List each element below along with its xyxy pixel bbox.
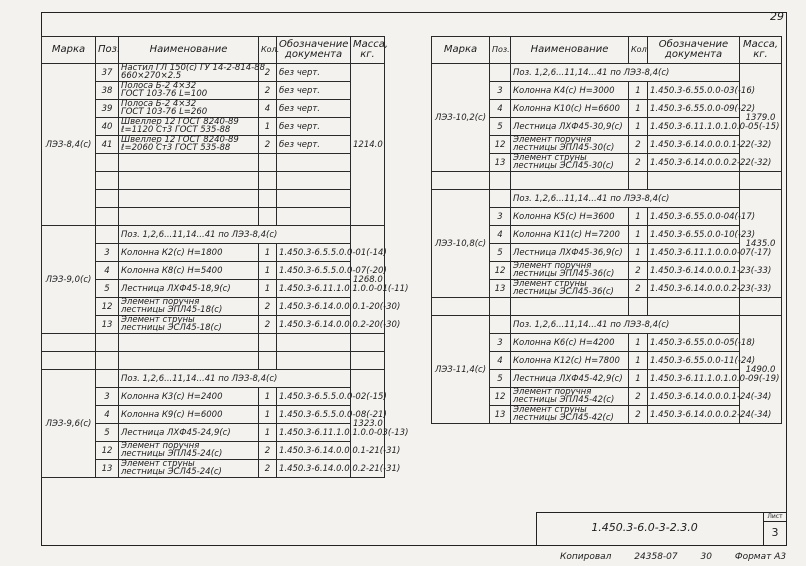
table-row: 3 Колонна К5(с) Н=3600 1 1.450.3-6.55.0.0-04(-17) xyxy=(432,208,782,226)
empty-row xyxy=(42,352,385,370)
table-row: 12 Элемент поручня лестницы ЭПЛ45-18(с) 2 1.450.3-6.14.0.0.0.1-20(-30) xyxy=(42,298,385,316)
table-row: 13 Элемент струны лестницы ЭСЛ45-30(с) 2 1.450.3-6.14.0.0.0.2-22(-32) xyxy=(432,154,782,172)
header-doc: Обозначение документа xyxy=(648,37,740,64)
table-row: 5 Лестница ЛХФ45-18,9(с) 1 1.450.3-6.11.1.0.1.0.0-01(-11) xyxy=(42,280,385,298)
table-row: 12 Элемент поручня лестницы ЭПЛ45-36(с) 2 1.450.3-6.14.0.0.0.1-23(-33) xyxy=(432,262,782,280)
mark-cell: ЛЭЗ-9,6(с) xyxy=(42,370,96,478)
header-pos: Поз. xyxy=(490,37,511,64)
table-row: 38 Полоса Б-2 4×32 ГОСТ 103-76 L=100 2 без черт. xyxy=(42,82,385,100)
table-row: 4 Колонна К8(с) Н=5400 1 1.450.3-6.5.5.0.0-07(-20) xyxy=(42,262,385,280)
mark-cell: ЛЭЗ-11,4(с) xyxy=(432,316,490,424)
footer-stamp xyxy=(560,552,806,562)
group-note: Поз. 1,2,6...11,14...41 по ЛЭЗ-8,4(с) xyxy=(119,370,351,388)
footer-order: 24358-07 xyxy=(634,552,678,562)
mark-cell: ЛЭЗ-9,0(с) xyxy=(42,226,96,334)
table-row: ЛЭЗ-8,4(с) 37 Настил ГЛ 150(с) ГУ 14-2-814-88 660×270×2.5 2 без черт. 1214.0 xyxy=(42,64,385,82)
mass-cell: 1379.0 xyxy=(740,64,782,172)
footer-num: 30 xyxy=(700,552,712,562)
header-mark: Марка xyxy=(432,37,490,64)
table-row: 12 Элемент поручня лестницы ЭПЛ45-24(с) 2 1.450.3-6.14.0.0.0.1-21(-31) xyxy=(42,442,385,460)
note-row xyxy=(432,316,782,334)
group-note: Поз. 1,2,6...11,14...41 по ЛЭЗ-8,4(с) xyxy=(511,316,740,334)
table-row: 13 Элемент струны лестницы ЭСЛ45-18(с) 2 1.450.3-6.14.0.0.0.2-20(-30) xyxy=(42,316,385,334)
header-qty: Кол xyxy=(629,37,648,64)
note-row xyxy=(432,190,782,208)
note-row xyxy=(42,226,385,244)
mass-cell: 1214.0 xyxy=(351,64,385,226)
spec-table-left xyxy=(41,36,409,478)
table-row: 12 Элемент поручня лестницы ЭПЛ45-30(с) 2 1.450.3-6.14.0.0.0.1-22(-32) xyxy=(432,136,782,154)
mass-cell: 1490.0 xyxy=(740,316,782,424)
empty-row xyxy=(42,334,385,352)
title-block xyxy=(536,512,787,546)
table-row: 4 Колонна К9(с) Н=6000 1 1.450.3-6.5.5.0.0-08(-21) xyxy=(42,406,385,424)
header-name: Наименование xyxy=(119,37,259,64)
header-doc: Обозначение документа xyxy=(277,37,351,64)
header-pos: Поз. xyxy=(96,37,119,64)
table-row: 4 Колонна К12(с) Н=7800 1 1.450.3-6.55.0.0-11(-24) xyxy=(432,352,782,370)
table-row: 5 Лестница ЛХФ45-42,9(с) 1 1.450.3-6.11.1.0.1.0.0-09(-19) xyxy=(432,370,782,388)
header-name: Наименование xyxy=(511,37,629,64)
table-row: 5 Лестница ЛХФ45-24,9(с) 1 1.450.3-6.11.1.0.1.0.0-03(-13) xyxy=(42,424,385,442)
footer-copied: Копировал xyxy=(560,552,612,562)
sheet-number: 3 xyxy=(771,526,779,539)
table-row: 3 Колонна К6(с) Н=4200 1 1.450.3-6.55.0.0-05(-18) xyxy=(432,334,782,352)
table-row: 13 Элемент струны лестницы ЭСЛ45-42(с) 2 1.450.3-6.14.0.0.0.2-24(-34) xyxy=(432,406,782,424)
mark-cell: ЛЭЗ-10,8(с) xyxy=(432,190,490,298)
table-row: 40 Швеллер 12 ГОСТ 8240-89 ℓ=1120 Ст3 ГОСТ 535-88 1 без черт. xyxy=(42,118,385,136)
page-number: 29 xyxy=(770,10,784,23)
table-row: 12 Элемент поручня лестницы ЭПЛ45-42(с) 2 1.450.3-6.14.0.0.0.1-24(-34) xyxy=(432,388,782,406)
header-mark: Марка xyxy=(42,37,96,64)
table-row: 39 Полоса Б-2 4×32 ГОСТ 103-76 L=260 4 без черт. xyxy=(42,100,385,118)
footer-format: Формат А3 xyxy=(734,552,787,562)
spec-table-right xyxy=(431,36,782,424)
sheet-cell xyxy=(763,513,786,545)
mass-cell: 1323.0 xyxy=(351,370,385,478)
document-code: 1.450.3-6.0-3-2.3.0 xyxy=(591,521,698,534)
note-row xyxy=(432,64,782,82)
table-row: 3 Колонна К3(с) Н=2400 1 1.450.3-6.5.5.0.0-02(-15) xyxy=(42,388,385,406)
mark-cell: ЛЭЗ-10,2(с) xyxy=(432,64,490,172)
table-row: 3 Колонна К4(с) Н=3000 1 1.450.3-6.55.0.0-03(-16) xyxy=(432,82,782,100)
table-row: 3 Колонна К2(с) Н=1800 1 1.450.3-6.5.5.0.0-01(-14) xyxy=(42,244,385,262)
group-note: Поз. 1,2,6...11,14...41 по ЛЭЗ-8,4(с) xyxy=(511,64,740,82)
sheet-label: Лист xyxy=(764,513,786,522)
table-row: 13 Элемент струны лестницы ЭСЛ45-36(с) 2 1.450.3-6.14.0.0.0.2-23(-33) xyxy=(432,280,782,298)
header-row xyxy=(432,37,782,64)
group-note: Поз. 1,2,6...11,14...41 по ЛЭЗ-8,4(с) xyxy=(511,190,740,208)
mass-cell: 1435.0 xyxy=(740,190,782,298)
note-row xyxy=(42,370,385,388)
mass-cell: 1268.0 xyxy=(351,226,385,334)
table-row: 13 Элемент струны лестницы ЭСЛ45-24(с) 2 1.450.3-6.14.0.0.0.2-21(-31) xyxy=(42,460,385,478)
empty-row xyxy=(432,298,782,316)
mark-cell: ЛЭЗ-8,4(с) xyxy=(42,64,96,226)
table-row: 41 Швеллер 12 ГОСТ 8240-89 ℓ=2060 Ст3 ГОСТ 535-88 2 без черт. xyxy=(42,136,385,154)
table-row: 5 Лестница ЛХФ45-36,9(с) 1 1.450.3-6.11.1.0.0.0-07(-17) xyxy=(432,244,782,262)
table-row: 4 Колонна К11(с) Н=7200 1 1.450.3-6.55.0.0-10(-23) xyxy=(432,226,782,244)
empty-row xyxy=(432,172,782,190)
header-mass: Масса, кг. xyxy=(740,37,782,64)
header-mass: Масса, кг. xyxy=(351,37,385,64)
table-row: 5 Лестница ЛХФ45-30,9(с) 1 1.450.3-6.11.1.0.1.0.0-05(-15) xyxy=(432,118,782,136)
header-qty: Кол. xyxy=(259,37,277,64)
group-note: Поз. 1,2,6...11,14...41 по ЛЭЗ-8,4(с) xyxy=(119,226,351,244)
table-row: 4 Колонна К10(с) Н=6600 1 1.450.3-6.55.0.0-09(-22) xyxy=(432,100,782,118)
header-row xyxy=(42,37,385,64)
